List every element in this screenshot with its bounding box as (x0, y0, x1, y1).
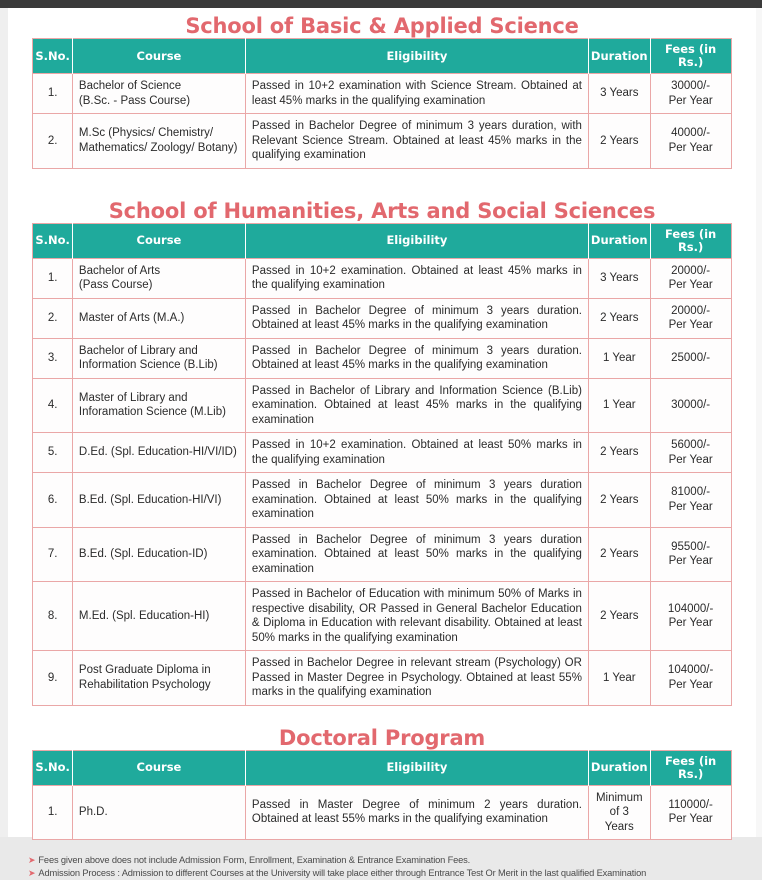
table-header-row (33, 223, 731, 258)
cell-course: B.Ed. (Spl. Education-HI/VI) (72, 473, 245, 528)
column-header-eligibility: Eligibility (245, 223, 588, 258)
cell-sno: 6. (33, 473, 73, 528)
cell-course: Bachelor of Arts (Pass Course) (72, 258, 245, 298)
cell-sno: 1. (33, 258, 73, 298)
cell-course: Ph.D. (72, 785, 245, 840)
cell-eligibility: Passed in 10+2 examination. Obtained at least 45% marks in the qualifying examination (245, 258, 588, 298)
cell-fees: 30000/- (650, 378, 731, 433)
column-header-duration: Duration (588, 223, 650, 258)
column-header-eligibility: Eligibility (245, 750, 588, 785)
cell-sno: 1. (33, 74, 73, 114)
cell-duration: 3 Years (588, 74, 650, 114)
table-row (33, 433, 731, 473)
cell-eligibility: Passed in Bachelor Degree of minimum 3 years duration examination. Obtained at least 50% marks in the qualifying examination (245, 527, 588, 582)
cell-duration: 3 Years (588, 258, 650, 298)
cell-fees: 104000/- Per Year (650, 582, 731, 651)
table-header-row (33, 39, 731, 74)
cell-course: Master of Library and Inforamation Science (M.Lib) (72, 378, 245, 433)
cell-duration: 1 Year (588, 651, 650, 706)
table-row (33, 473, 731, 528)
cell-fees: 40000/- Per Year (650, 114, 731, 169)
cell-duration: Minimum of 3 Years (588, 785, 650, 840)
cell-duration: 1 Year (588, 378, 650, 433)
section-gap (8, 706, 756, 726)
page-content (8, 8, 756, 878)
table-row (33, 298, 731, 338)
course-table-doctoral (32, 750, 731, 841)
cell-sno: 4. (33, 378, 73, 433)
table-row (33, 582, 731, 651)
cell-course: Master of Arts (M.A.) (72, 298, 245, 338)
cell-sno: 8. (33, 582, 73, 651)
column-header-course: Course (72, 39, 245, 74)
column-header-fees: Fees (in Rs.) (650, 223, 731, 258)
course-table-humanities (32, 223, 731, 706)
cell-course: Post Graduate Diploma in Rehabilitation Psychology (72, 651, 245, 706)
table-body (33, 74, 731, 169)
table-row (33, 258, 731, 298)
section-gap (8, 169, 756, 199)
footnote-text: Fees given above does not include Admission Form, Enrollment, Examination & Entrance Examination Fees. (38, 855, 471, 865)
table-row (33, 651, 731, 706)
cell-eligibility: Passed in Bachelor Degree of minimum 3 years duration, with Relevant Science Stream. Obtained at least 45% marks in the qualifying examination (245, 114, 588, 169)
cell-course: D.Ed. (Spl. Education-HI/VI/ID) (72, 433, 245, 473)
cell-eligibility: Passed in Bachelor Degree of minimum 3 years duration. Obtained at least 45% marks in the qualifying examination (245, 338, 588, 378)
top-dark-bar (0, 0, 762, 8)
bullet-arrow-icon: ➤ (28, 868, 36, 878)
cell-fees: 95500/- Per Year (650, 527, 731, 582)
cell-course: M.Ed. (Spl. Education-HI) (72, 582, 245, 651)
column-header-sno: S.No. (33, 223, 73, 258)
table-row (33, 338, 731, 378)
footnote-item (28, 867, 744, 880)
cell-fees: 25000/- (650, 338, 731, 378)
cell-fees: 104000/- Per Year (650, 651, 731, 706)
table-row (33, 74, 731, 114)
cell-sno: 2. (33, 298, 73, 338)
cell-eligibility: Passed in Bachelor Degree of minimum 3 years duration. Obtained at least 45% marks in the qualifying examination (245, 298, 588, 338)
table-row (33, 378, 731, 433)
table-body (33, 258, 731, 705)
cell-sno: 1. (33, 785, 73, 840)
right-page-gutter (756, 8, 762, 837)
cell-eligibility: Passed in Bachelor Degree of minimum 3 years duration examination. Obtained at least 50% marks in the qualifying examination (245, 473, 588, 528)
left-page-gutter (0, 8, 8, 837)
section-title-basic-applied-science: School of Basic & Applied Science (185, 14, 579, 38)
cell-sno: 5. (33, 433, 73, 473)
cell-sno: 7. (33, 527, 73, 582)
cell-eligibility: Passed in Bachelor of Library and Information Science (B.Lib) examination. Obtained at least 45% marks in the qualifying examination (245, 378, 588, 433)
cell-course: M.Sc (Physics/ Chemistry/ Mathematics/ Zoology/ Botany) (72, 114, 245, 169)
cell-course: Bachelor of Science (B.Sc. - Pass Course) (72, 74, 245, 114)
table-body (33, 785, 731, 840)
column-header-course: Course (72, 223, 245, 258)
cell-duration: 2 Years (588, 473, 650, 528)
column-header-course: Course (72, 750, 245, 785)
cell-duration: 2 Years (588, 582, 650, 651)
cell-duration: 2 Years (588, 527, 650, 582)
cell-sno: 2. (33, 114, 73, 169)
cell-course: B.Ed. (Spl. Education-ID) (72, 527, 245, 582)
cell-fees: 81000/- Per Year (650, 473, 731, 528)
cell-duration: 2 Years (588, 298, 650, 338)
cell-fees: 56000/- Per Year (650, 433, 731, 473)
column-header-fees: Fees (in Rs.) (650, 39, 731, 74)
table-row (33, 785, 731, 840)
column-header-sno: S.No. (33, 39, 73, 74)
cell-sno: 9. (33, 651, 73, 706)
footnote-text: Admission Process : Admission to different Courses at the University will take place either through Entrance Test Or Merit in the last qualified Examination (38, 868, 647, 878)
cell-eligibility: Passed in Bachelor of Education with minimum 50% of Marks in respective disability, OR Passed in General Bachelor Education & Diploma in Education with relevant disability. Obtained at least 50% marks in the qualifying examination (245, 582, 588, 651)
column-header-sno: S.No. (33, 750, 73, 785)
cell-duration: 1 Year (588, 338, 650, 378)
section-title-humanities-arts-social-sciences: School of Humanities, Arts and Social Sciences (108, 198, 656, 223)
cell-course: Bachelor of Library and Information Science (B.Lib) (72, 338, 245, 378)
cell-eligibility: Passed in 10+2 examination. Obtained at least 50% marks in the qualifying examination (245, 433, 588, 473)
cell-fees: 30000/- Per Year (650, 74, 731, 114)
table-header-row (33, 750, 731, 785)
cell-sno: 3. (33, 338, 73, 378)
cell-eligibility: Passed in Bachelor Degree in relevant stream (Psychology) OR Passed in Master Degree in Psychology. Obtained at least 55% marks in the qualifying examination (245, 651, 588, 706)
cell-eligibility: Passed in Master Degree of minimum 2 years duration. Obtained at least 55% marks in the qualifying examination (245, 785, 588, 840)
cell-fees: 20000/- Per Year (650, 258, 731, 298)
cell-eligibility: Passed in 10+2 examination with Science Stream. Obtained at least 45% marks in the qualifying examination (245, 74, 588, 114)
table-row (33, 114, 731, 169)
cell-duration: 2 Years (588, 114, 650, 169)
column-header-fees: Fees (in Rs.) (650, 750, 731, 785)
column-header-eligibility: Eligibility (245, 39, 588, 74)
section-title-doctoral-program: Doctoral Program (278, 725, 486, 750)
cell-duration: 2 Years (588, 433, 650, 473)
cell-fees: 110000/- Per Year (650, 785, 731, 840)
column-header-duration: Duration (588, 750, 650, 785)
cell-fees: 20000/- Per Year (650, 298, 731, 338)
column-header-duration: Duration (588, 39, 650, 74)
course-table-basic-applied-science (32, 38, 731, 169)
footnote-item (28, 854, 744, 867)
table-row (33, 527, 731, 582)
bullet-arrow-icon: ➤ (28, 855, 36, 865)
footnotes (28, 854, 744, 880)
